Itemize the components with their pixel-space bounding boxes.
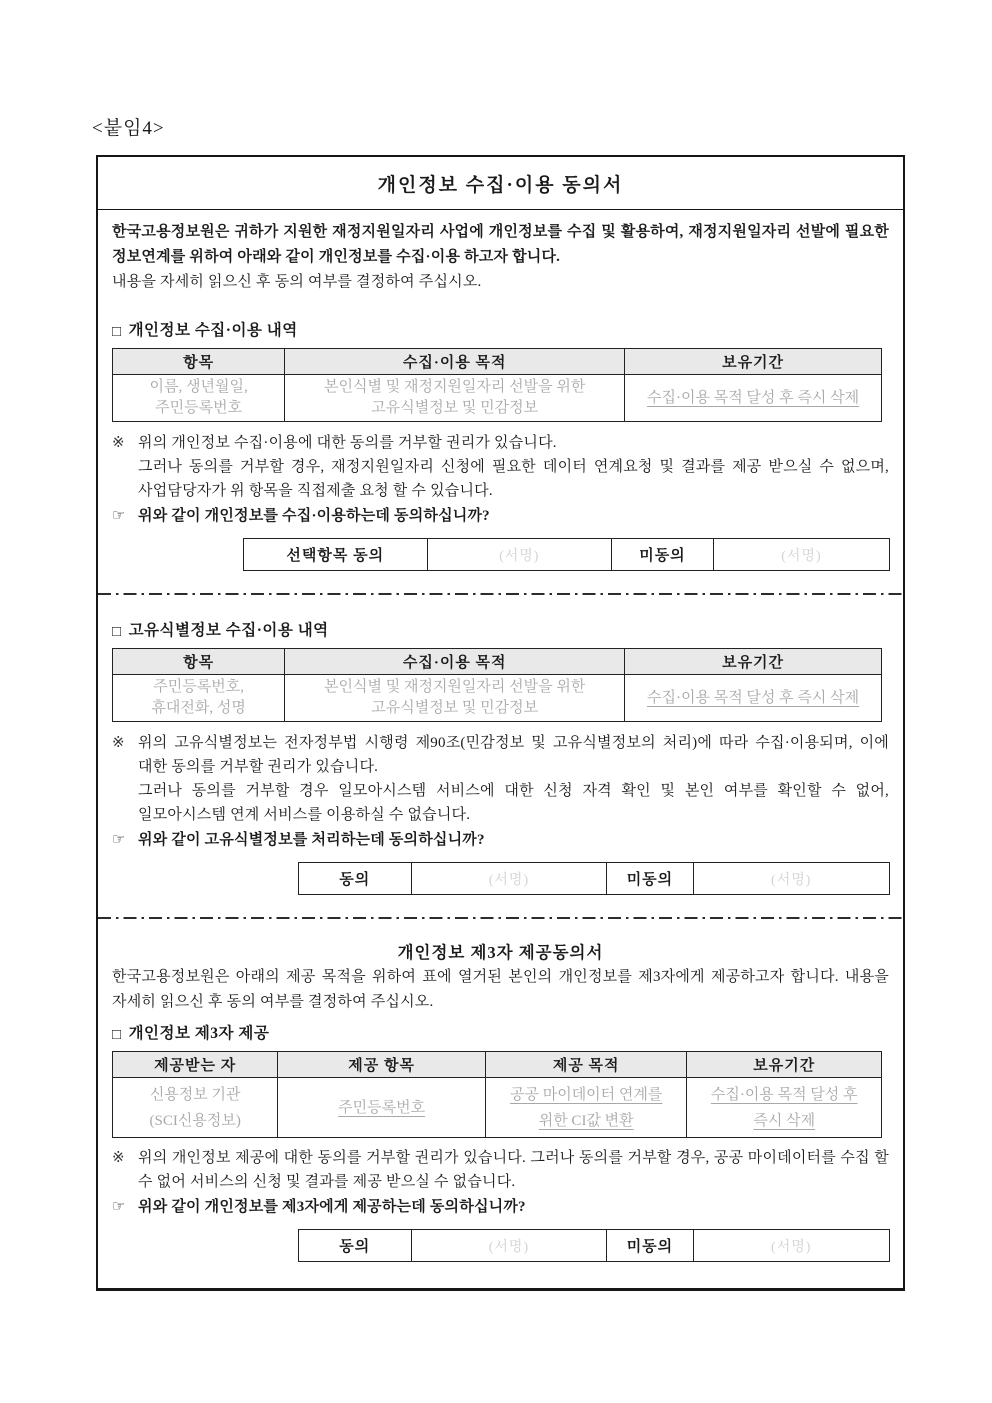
section1-table — [112, 348, 882, 422]
checkbox-icon: □ — [112, 1026, 122, 1043]
section2-item-cell: 주민등록번호, 휴대전화, 성명 — [113, 675, 285, 722]
section1-consent-table — [243, 538, 890, 571]
note-text: 위의 개인정보 수집·이용에 대한 동의를 거부할 권리가 있습니다. — [138, 435, 557, 451]
third-party-intro: 한국고용정보원은 아래의 제공 목적을 위하여 표에 열거된 본인의 개인정보를 제3자에게 제공하고자 합니다. 내용을 자세히 읽으신 후 동의 여부를 결정하여 주십시오. — [112, 969, 890, 1010]
note-line: 그러나 동의를 거부할 경우 일모아시스템 서비스에 대한 신청 자격 확인 및 본인 여부를 확인할 수 없어, 일모아시스템 연계 서비스를 이용하실 수 없습니다. — [138, 783, 889, 823]
pointer-icon: ☞ — [112, 508, 126, 524]
section3-question — [112, 1195, 889, 1219]
section1-notes — [112, 431, 889, 528]
form-body — [98, 210, 903, 1262]
section1-col-item: 항목 — [113, 349, 285, 375]
section3-purpose-cell: 공공 마이데이터 연계를 위한 CI값 변환 — [485, 1078, 686, 1138]
section3-col-purpose: 제공 목적 — [485, 1052, 686, 1078]
section3-heading — [112, 1021, 889, 1043]
attachment-label: <붙임4> — [92, 118, 165, 139]
table-row — [113, 675, 882, 722]
agree-signature-cell[interactable]: (서명) — [427, 539, 611, 570]
section3-heading-label: 개인정보 제3자 제공 — [128, 1025, 270, 1042]
disagree-signature-cell[interactable]: (서명) — [713, 539, 889, 570]
question-text: 위와 같이 개인정보를 제3자에게 제공하는데 동의하십니까? — [138, 1199, 526, 1215]
section2-heading — [112, 618, 889, 640]
section3-retention-cell: 수집·이용 목적 달성 후 즉시 삭제 — [687, 1078, 882, 1138]
section1-retention-cell: 수집·이용 목적 달성 후 즉시 삭제 — [625, 375, 882, 422]
section-divider — [98, 917, 903, 919]
section1-col-purpose: 수집·이용 목적 — [285, 349, 625, 375]
pointer-icon: ☞ — [112, 832, 126, 848]
section1-col-retention: 보유기간 — [625, 349, 882, 375]
intro-instruction: 내용을 자세히 읽으신 후 동의 여부를 결정하여 주십시오. — [112, 274, 482, 290]
section3-table — [112, 1051, 882, 1138]
agree-signature-cell[interactable]: (서명) — [411, 863, 607, 894]
section2-col-retention: 보유기간 — [625, 649, 882, 675]
third-party-title: 개인정보 제3자 제공동의서 — [397, 943, 604, 962]
disagree-label: 미동의 — [606, 1230, 692, 1261]
section2-heading-label: 고유식별정보 수집·이용 내역 — [128, 622, 329, 639]
agree-label: 선택항목 동의 — [286, 548, 385, 564]
section2-col-purpose: 수집·이용 목적 — [285, 649, 625, 675]
question-text: 위와 같이 개인정보를 수집·이용하는데 동의하십니까? — [138, 508, 490, 524]
disagree-signature-cell[interactable]: (서명) — [693, 1230, 889, 1261]
section3-items-cell: 주민등록번호 — [278, 1078, 486, 1138]
section2-retention-cell: 수집·이용 목적 달성 후 즉시 삭제 — [625, 675, 882, 722]
section1-item-cell: 이름, 생년월일, 주민등록번호 — [113, 375, 285, 422]
note-line: 그러나 동의를 거부할 경우, 재정지원일자리 신청에 필요한 데이터 연계요청 및 결과를 제공 받으실 수 없으며, 사업담당자가 위 항목을 직접제출 요청 할 수 있습니다. — [138, 459, 889, 499]
section2-table — [112, 648, 882, 722]
asterisk-icon: ※ — [112, 435, 125, 451]
note-text: 위의 고유식별정보는 전자정부법 시행령 제90조(민감정보 및 고유식별정보의 처리)에 따라 수집·이용되며, 이에 대한 동의를 거부할 권리가 있습니다. — [138, 735, 889, 775]
form-title: 개인정보 수집·이용 동의서 — [98, 157, 903, 210]
question-text: 위와 같이 고유식별정보를 처리하는데 동의하십니까? — [138, 832, 485, 848]
consent-form — [96, 155, 905, 1291]
pointer-icon: ☞ — [112, 1199, 126, 1215]
section1-purpose-cell: 본인식별 및 재정지원일자리 선발을 위한 고유식별정보 및 민감정보 — [285, 375, 625, 422]
disagree-signature-cell[interactable]: (서명) — [693, 863, 889, 894]
agree-signature-cell[interactable]: (서명) — [411, 1230, 607, 1261]
asterisk-icon: ※ — [112, 735, 125, 751]
intro-paragraph: 한국고용정보원은 귀하가 지원한 재정지원일자리 사업에 개인정보를 수집 및 활용하여, 재정지원일자리 선발에 필요한 정보연계를 위하여 아래와 같이 개인정보를 수집·이용 하고자 합니다. — [112, 224, 889, 265]
table-row — [113, 375, 882, 422]
section1-question — [112, 504, 889, 528]
section3-notes — [112, 1146, 889, 1219]
section3-recipient-cell: 신용정보 기관(SCI신용정보) — [113, 1078, 278, 1138]
section2-consent-table — [298, 862, 890, 895]
table-row — [113, 1078, 882, 1138]
section1-heading — [112, 318, 889, 340]
section3-consent-table — [298, 1229, 890, 1262]
section2-purpose-cell: 본인식별 및 재정지원일자리 선발을 위한 고유식별정보 및 민감정보 — [285, 675, 625, 722]
note-line — [112, 731, 889, 779]
agree-label: 동의 — [339, 872, 371, 888]
note-text: 위의 개인정보 제공에 대한 동의를 거부할 권리가 있습니다. 그러나 동의를 거부할 경우, 공공 마이데이터를 수집 할 수 없어 서비스의 신청 및 결과를 제공 받으실 수 없습니다. — [138, 1150, 889, 1190]
section3-col-items: 제공 항목 — [278, 1052, 486, 1078]
checkbox-icon: □ — [112, 623, 122, 640]
section-divider — [98, 593, 903, 595]
section2-col-item: 항목 — [113, 649, 285, 675]
section1-heading-label: 개인정보 수집·이용 내역 — [128, 322, 298, 339]
note-line — [112, 1146, 889, 1194]
disagree-label: 미동의 — [611, 539, 713, 570]
asterisk-icon: ※ — [112, 1150, 125, 1166]
section3-col-recipient: 제공받는 자 — [113, 1052, 278, 1078]
note-line — [112, 431, 889, 455]
disagree-label: 미동의 — [606, 863, 692, 894]
checkbox-icon: □ — [112, 323, 122, 340]
section2-notes — [112, 731, 889, 852]
section3-col-retention: 보유기간 — [687, 1052, 882, 1078]
section2-question — [112, 828, 889, 852]
agree-label: 동의 — [339, 1239, 371, 1255]
